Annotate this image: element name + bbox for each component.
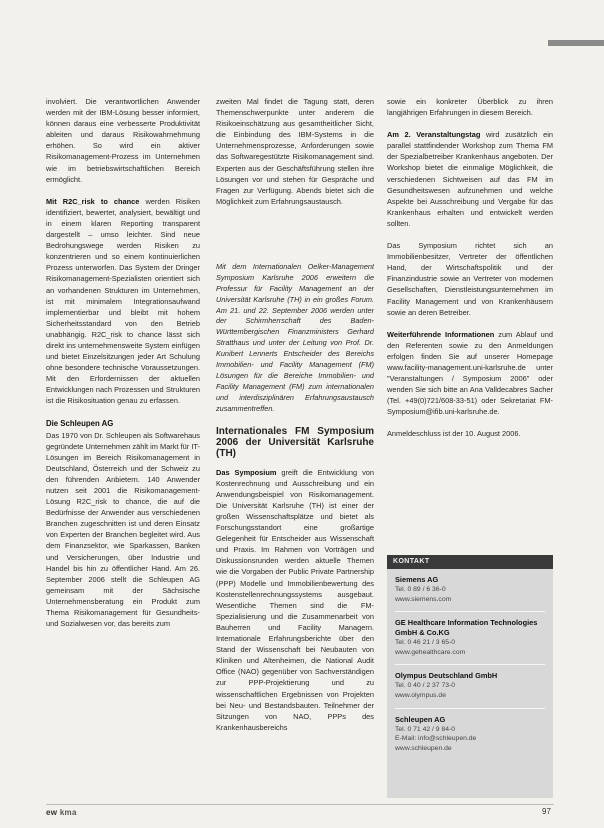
company-name: Olympus Deutschland GmbH bbox=[395, 671, 498, 681]
paragraph: sowie ein konkreter Überblick zu ihren langjährigen Erfahrungen in diesem Bereich. bbox=[387, 97, 553, 118]
divider bbox=[395, 664, 545, 665]
paragraph: Das 1970 von Dr. Schleupen als Softwarehaus gegründete Unternehmen zählt im Markt für IT-Lösungen im Bereich Risikomanagement in Deutschland, Österreich und der Schweiz zu den führenden Anbietern. 140 Anwender nutzen seit 2001 die Risikomanagement-Lösung R2C_risk to chance, die auf die Bedürfnisse der Anwender aus verschiedenen Branchen zugeschnitten ist und deren Einsatz von Experten der Branchen begleitet wird. Aus dem Finanzsektor, wie Sparkassen, Banken und Versicherungen, über Industrie und Handel bis hin zu öffentlicher Hand. Am 26. September 2006 stellt die Schleupen AG gemeinsam mit der Sächsische Unternehmensberatung ein Produkt zum Thema Risikomanagement für Gesundheits- und Sozialwesen vor, das bereits zum bbox=[46, 430, 200, 629]
paragraph-lead: Weiterführende Informationen bbox=[387, 329, 495, 339]
footer-rule bbox=[46, 804, 554, 805]
divider bbox=[395, 708, 545, 709]
article-title: Internationales FM Symposium 2006 der Universität Karlsruhe (TH) bbox=[216, 425, 374, 459]
contact-entry bbox=[387, 671, 553, 708]
paragraph bbox=[46, 196, 200, 407]
paragraph: zweiten Mal findet die Tagung statt, deren Themenschwerpunkte unter anderem die Risikoeinschätzung aus gesamtheitlicher Sicht, die Einbindung des IBM-Systems in die Unternehmensprozesse, Anforderungen sowie das Softwaregestützte Risikomanagement sind. Experten aus der Geschäftsführung stellen ihre Lösungen vor und stehen für Gespräche und Fragen zur Verfügung. Abends bietet sich die Möglichkeit zum Erfahrungsaustausch. bbox=[216, 97, 374, 206]
paragraph-text: werden Risiken identifiziert, bewertet, analysiert, bewältigt und in einem klaren Reporting transparent dargestellt – umso leichter. Sind neue Bedrohungswege werden Risiken zu konzentrieren und so einem kontinuierlichen Prozess unterworfen. Das System der Dringer Risikomanagement-Spezialisten orientiert sich an vorhandenen Strukturen im Unternehmen, ist mit minimalem Integrationsaufwand implementierbar und bleibt mit hohem Sicherheitsstandard von den Betrieb unabhängig. R2C_risk to chance lässt sich direkt ins unternehmensweite System einfügen und bietet Einzelsitzungen jeder Art Schulung ohne besondere technische Voraussetzungen. Mit den Erfordernissen der aktuellen Entwicklungen nach Prozessen und Strukturen ist die Risikosituation genau zu erfassen. bbox=[46, 196, 200, 406]
paragraph: involviert. Die verantwortlichen Anwender werden mit der IBM-Lösung besser informiert, können daraus eine verbesserte Produktivität ableiten und daraus Risikowahrnehmung erhöhen. So wird ein aktiver Risikomanagement-Prozess im Unternehmen wie im betriebswirtschaftlichen Bereich ermöglicht. bbox=[46, 97, 200, 184]
article-column-2 bbox=[216, 96, 374, 790]
contact-email[interactable]: E-Mail: info@schleupen.de bbox=[395, 735, 477, 743]
paragraph-text: wird zusätzlich ein parallel stattfindender Workshop zum Thema FM der Spezialbetreiber Krankenhaus angeboten. Der Workshop bietet die einmalige Möglichkeit, die verschiedenen Sichtweisen auf das FM im Gesundheitswesen aufzunehmen und welche Aspekte bei Ausschreibung und Vergabe für das Krankenhaus erhalten und entwickelt werden sollten. bbox=[387, 130, 553, 228]
contact-phone: Tel. 0 71 42 / 9 84-0 bbox=[395, 725, 456, 733]
paragraph bbox=[216, 467, 374, 733]
article-intro-italic: Mit dem Internationalen Oelker-Management Symposium Karlsruhe 2006 erweitern die Professur für Facility Management an der Universität Karlsruhe (TH) in ein großes Forum. Am 21. und 22. September 2006 werden unter der Schirmherrschaft des Baden-Württembergischen Finanzministers Gerhard Stratthaus und unter der Leitung von Prof. Dr. Kunibert Lennerts Entscheider des Bereichs Immobilien- und Facility Management (FM) Lösungen für die Bereiche Immobilien- und Facility Management (FM) zum internationalen und interdisziplinären Erfahrungsaustausch zusammentreffen. bbox=[216, 261, 374, 413]
subheading: Die Schleupen AG bbox=[46, 418, 114, 428]
paragraph-lead: Das Symposium bbox=[216, 467, 277, 477]
contact-link[interactable]: www.schleupen.de bbox=[395, 744, 452, 752]
paragraph-text: greift die Entwicklung von Kostenrechnung und Ausschreibung und ein Anwendungsbeispiel von Risikomanagement. Die Universität Karlsruhe (TH) ist einer der großen Wissenschaftsplätze und bietet als Forschungsstandort eine großartige Gelegenheit für Entscheider aus Wissenschaft und Praxis. Im Rahmen von Vorträgen und Diskussionsrunden werden aktuelle Themen wie die Vorgaben der Public Private Partnership (PPP) Modelle und Immobilienbewertung des Kostenstellenrechnungssystems ausgebaut. Wesentliche Themen sind die FM-Spezialisierung und die Zusammenarbeit von Bauherren und Facility Managern. Internationale Erfahrungsberichte über den Stand der Wissenschaft bei Neubauten von Kliniken und Altenheimen, die National Audit Office (NAO) gegenüber von Sachverständigen zur PPP-Projektierung und zu wissenschaftlichen Ergebnissen von Projekten bei Neu- und Bestandsbauten. Teilnehmer der Sitzungen von NAO, PPPs des Krankenhausbereichs bbox=[216, 467, 374, 732]
paragraph bbox=[387, 129, 553, 229]
paragraph: Das Symposium richtet sich an Immobilienbesitzer, Vertreter der öffentlichen Hand, der Wirtschaftspolitik und der Finanzindustrie sowie an Vertreter von modernen Gesellschaften, Dienstleistungsunternehmen im Facility Management und von Krankenhäusern sowie an deren Betreiber. bbox=[387, 241, 553, 317]
article-column-3 bbox=[387, 96, 553, 566]
contact-entry bbox=[387, 575, 553, 612]
article-column-1 bbox=[46, 96, 200, 790]
logo-brand: kma bbox=[59, 808, 77, 817]
contact-phone: Tel. 0 40 / 2 37 73-0 bbox=[395, 682, 456, 690]
contact-entry bbox=[387, 715, 553, 754]
logo-prefix: ew bbox=[46, 808, 58, 817]
paragraph bbox=[387, 329, 553, 418]
paragraph: Anmeldeschluss ist der 10. August 2006. bbox=[387, 429, 521, 439]
contact-entry bbox=[387, 618, 553, 665]
contact-link[interactable]: www.gehealthcare.com bbox=[395, 648, 466, 656]
sidebar-header: KONTAKT bbox=[387, 555, 553, 569]
company-name: GE Healthcare Information Technologies GmbH & Co.KG bbox=[395, 618, 538, 638]
company-name: Siemens AG bbox=[395, 575, 439, 584]
paragraph-text: zum Ablauf und den Referenten sowie zu den Anmeldungen erfolgen finden Sie auf unserer Homepage www.facility-management.uni-karlsruhe.de unter "Veranstaltungen / Symposium 2006" oder wenden Sie sich bitte an Ana Valldecabres Sacher (Tel. +49(0)721/608-33-51) oder Sekretariat FM-Symposium@ifib.uni-karlsruhe.de. bbox=[387, 329, 553, 417]
contact-phone: Tel. 0 89 / 6 36-0 bbox=[395, 586, 446, 593]
paragraph-lead: Mit R2C_risk to chance bbox=[46, 196, 140, 206]
magazine-logo bbox=[46, 808, 77, 817]
divider bbox=[395, 611, 545, 612]
page-number: 97 bbox=[542, 807, 551, 816]
header-accent-bar bbox=[548, 40, 604, 46]
paragraph-lead: Am 2. Veranstaltungstag bbox=[387, 130, 481, 140]
contact-sidebar bbox=[387, 555, 553, 798]
company-name: Schleupen AG bbox=[395, 714, 446, 724]
contact-phone: Tel. 0 46 21 / 3 65-0 bbox=[395, 639, 456, 647]
contact-link[interactable]: www.siemens.com bbox=[395, 595, 452, 603]
contact-link[interactable]: www.olympus.de bbox=[395, 691, 446, 699]
